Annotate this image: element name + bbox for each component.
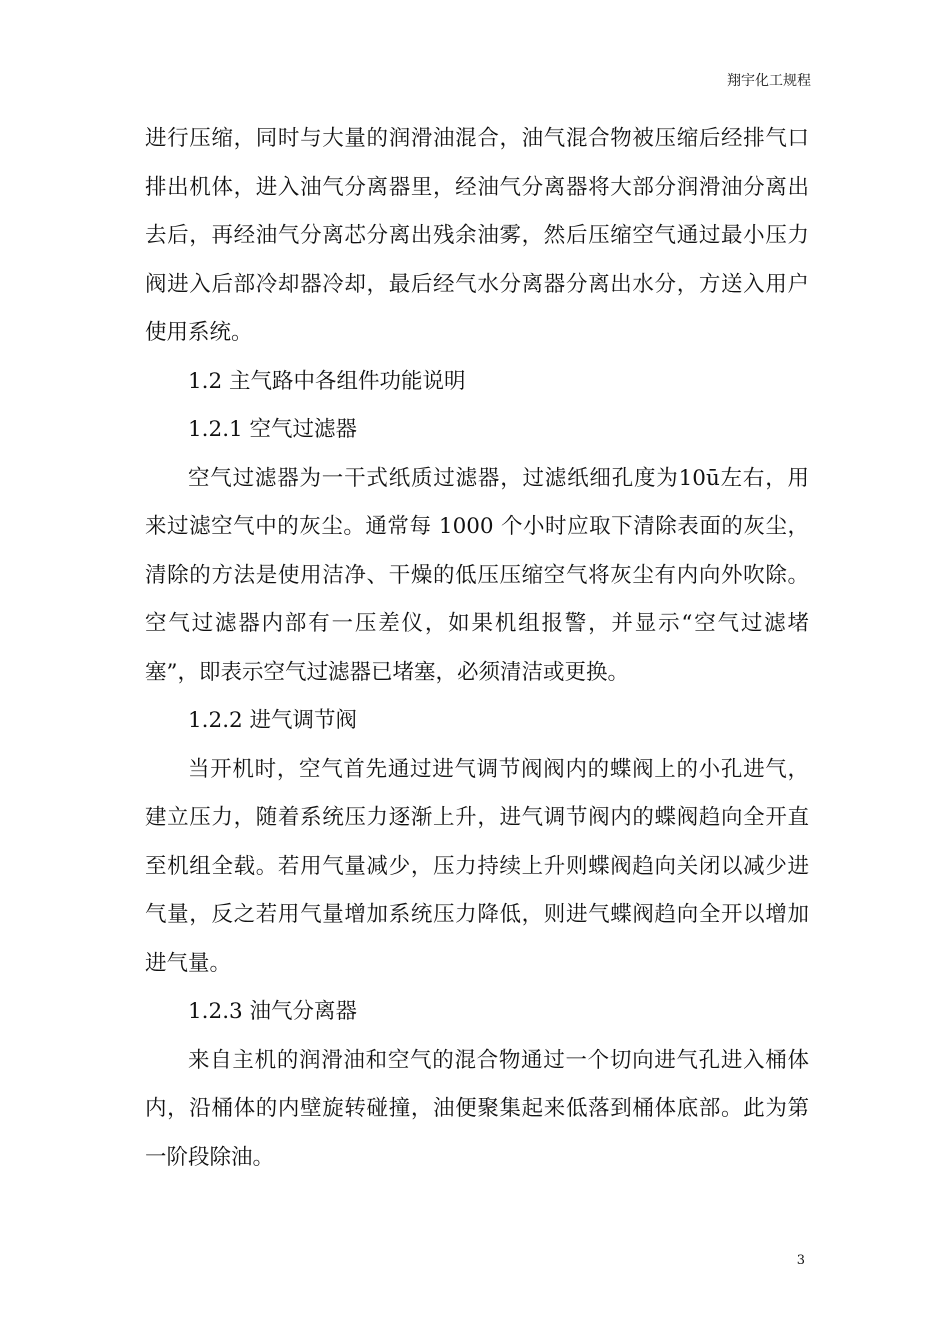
paragraph-intro: 进行压缩，同时与大量的润滑油混合，油气混合物被压缩后经排气口排出机体，进入油气分离器里，经油气分离器将大部分润滑油分离出去后，再经油气分离芯分离出残余油雾，然后压缩空气通过最小压力阀进入后部冷却器冷却，最后经气水分离器分离出水分，方送入用户使用系统。 [145, 126, 809, 345]
paragraph-air-filter: 空气过滤器为一干式纸质过滤器，过滤纸细孔度为10ū左右，用来过滤空气中的灰尘。通常每 1000 个小时应取下清除表面的灰尘，清除的方法是使用洁净、干燥的低压压缩空气将灰尘有内向外吹除。空气过滤器内部有一压差仪，如果机组报警，并显示“空气过滤堵塞”，即表示空气过滤器已堵塞，必须清洁或更换。 [145, 465, 809, 685]
section-heading-1-2-3: 1.2.3 油气分离器 [188, 999, 358, 1024]
paragraph-oil-separator: 来自主机的润滑油和空气的混合物通过一个切向进气孔进入桶体内，沿桶体的内壁旋转碰撞，油便聚集起来低落到桶体底部。此为第一阶段除油。 [145, 1047, 809, 1170]
page-number: 3 [796, 1253, 805, 1268]
paragraph-intake-valve: 当开机时，空气首先通过进气调节阀阀内的蝶阀上的小孔进气，建立压力，随着系统压力逐渐上升，进气调节阀内的蝶阀趋向全开直至机组全载。若用气量减少，压力持续上升则蝶阀趋向关闭以减少进气量，反之若用气量增加系统压力降低，则进气蝶阀趋向全开以增加进气量。 [145, 756, 809, 976]
section-heading-1-2-1: 1.2.1 空气过滤器 [188, 417, 358, 442]
section-heading-1-2-2: 1.2.2 进气调节阀 [188, 708, 358, 733]
section-heading-1-2: 1.2 主气路中各组件功能说明 [188, 368, 466, 394]
running-header: 翔宇化工规程 [727, 73, 811, 89]
document-body [145, 115, 809, 1182]
